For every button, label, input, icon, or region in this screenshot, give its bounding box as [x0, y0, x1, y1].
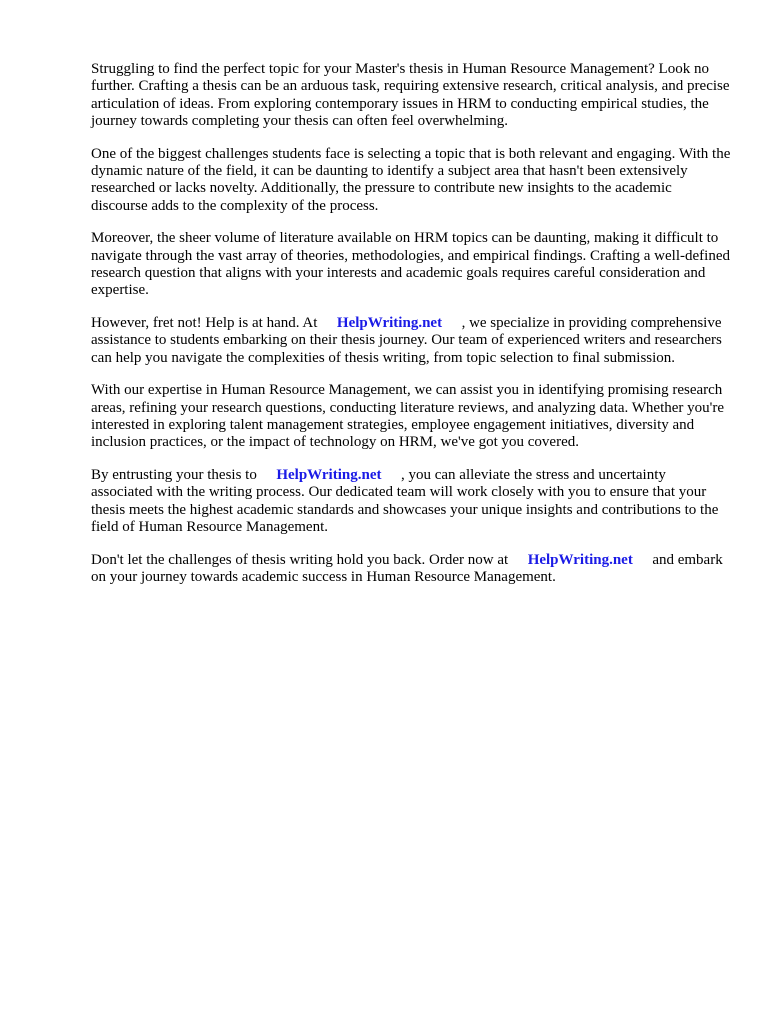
paragraph-text: , you can alleviate the stress and uncertainty associated with the writing process. Our dedicated team will work closely with you to ensure that your thesis meets the highest academic standards and showcases your unique insights and contributions to the field of Human Resource Management. — [91, 467, 719, 536]
helpwriting-link[interactable]: HelpWriting.net — [527, 551, 633, 568]
document-body — [91, 61, 731, 602]
paragraph-help — [91, 315, 731, 367]
paragraph-expertise: With our expertise in Human Resource Management, we can assist you in identifying promising research areas, refining your research questions, conducting literature reviews, and analyzing data. Whether you're interested in exploring talent management strategies, employee engagement initiatives, diversity and inclusion practices, or the impact of technology on HRM, we've got you covered. — [91, 382, 725, 451]
paragraph-text: However, fret not! Help is at hand. At — [91, 315, 318, 332]
paragraph-intro: Struggling to find the perfect topic for your Master's thesis in Human Resource Management? Look no further. Crafting a thesis can be an arduous task, requiring extensive research, critical analysis, and precise articulation of ideas. From exploring contemporary issues in HRM to conducting empirical studies, the journey towards completing your thesis can often feel overwhelming. — [91, 61, 730, 129]
helpwriting-link[interactable]: HelpWriting.net — [336, 315, 443, 332]
paragraph-text: , we specialize in providing comprehensive assistance to students embarking on their thesis journey. Our team of experienced writers and researchers can help you navigate the complexities of thesis writing, from topic selection to final submission. — [91, 315, 722, 366]
paragraph-text: and embark on your journey towards academic success in Human Resource Management. — [91, 551, 723, 586]
paragraph-order-now — [91, 552, 731, 587]
helpwriting-link[interactable]: HelpWriting.net — [276, 467, 382, 484]
paragraph-challenges: One of the biggest challenges students face is selecting a topic that is both relevant and engaging. With the dynamic nature of the field, it can be daunting to identify a subject area that hasn't been extensively researched or lacks novelty. Additionally, the pressure to contribute new insights to the academic discourse adds to the complexity of the process. — [91, 145, 731, 214]
paragraph-entrusting — [91, 467, 731, 536]
paragraph-text: Don't let the challenges of thesis writing hold you back. Order now at — [91, 551, 509, 568]
paragraph-text: By entrusting your thesis to — [91, 467, 257, 484]
paragraph-literature: Moreover, the sheer volume of literature available on HRM topics can be daunting, making it difficult to navigate through the vast array of theories, methodologies, and empirical findings. Crafting a well-defined research question that aligns with your interests and academic goals requires careful consideration and expertise. — [91, 230, 730, 299]
